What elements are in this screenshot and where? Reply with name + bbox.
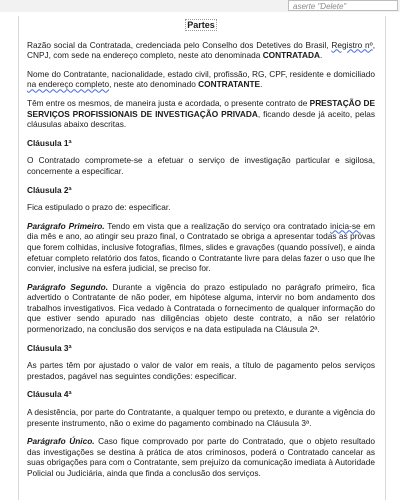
paragraph-intro (27, 98, 375, 130)
text-run: , ficando desde já aceito, pelas cláusulas abaixo descritas. (27, 108, 375, 130)
paragraph-contratante (27, 69, 375, 90)
text-run: Tendo em vista que a realização do serviço ora contratado (104, 220, 331, 231)
clause-2-text: Fica estipulado o prazo de: especificar. (27, 202, 171, 213)
text-run: Razão social da Contratada, credenciada pelo Conselho dos Detetives do Brasil, (27, 39, 332, 50)
clause-3-text: As partes têm por ajustado o valor de valor em reais, a título de pagamento pelos serviços prestados, pagável nas seguintes condições: especificar. (27, 360, 375, 381)
text-run: , neste ato denominado (109, 79, 199, 90)
text-run: , CNPJ, com sede na endereço completo, neste ato denominada (27, 39, 375, 61)
search-field[interactable]: aserte "Delete" (288, 0, 398, 11)
text-run: Durante a vigência do prazo estipulado no parágrafo primeiro, fica advertido o Contratante de não poder, em hipótese alguma, intervir no bom andamento dos trabalhos investigativos. Fica vedado à Contratada o fornecimento de qualquer informação do que estiver sendo apurado nas diligências objeto deste contrato, a não ser relatório pormenorizado, na conclusão dos serviços e na data estipulada na Cláusula 2ª. (27, 281, 375, 335)
text-run: Nome do Contratante, nacionalidade, estado civil, profissão, RG, CPF, residente e domiciliado (27, 68, 375, 79)
clause-4-heading: Cláusula 4ª (27, 389, 72, 400)
paragraph-primeiro (27, 221, 375, 274)
document-title (27, 20, 375, 31)
paragraph-label: Parágrafo Primeiro. (27, 220, 105, 231)
bold-term: PRESTAÇÃO DE SERVIÇOS PROFISSIONAIS DE INVESTIGAÇÃO PRIVADA (27, 97, 375, 119)
text-run: . (260, 79, 263, 90)
bold-term: CONTRATADA (262, 50, 320, 61)
title-text: Partes (187, 20, 215, 30)
document-body (27, 20, 375, 487)
document-page (18, 16, 386, 500)
clause-3-heading: Cláusula 3ª (27, 342, 72, 353)
text-run: Têm entre os mesmos, de maneira justa e acordada, o presente contrato de (27, 97, 310, 108)
paragraph-contratada (27, 40, 375, 61)
paragraph-segundo (27, 282, 375, 335)
spellcheck-word[interactable]: inicia-se (330, 220, 361, 231)
clause-1-text: O Contratado compromete-se a efetuar o serviço de investigação particular e sigilosa, concernente a especificar. (27, 155, 375, 176)
top-toolbar (0, 0, 400, 12)
clause-4-text: A desistência, por parte do Contratante, a qualquer tempo ou pretexto, e durante a vigência do presente instrumento, não o exime do pagamento combinado na Cláusula 3ª. (27, 407, 375, 428)
paragraph-label: Parágrafo Segundo. (27, 281, 108, 292)
paragraph-unico (27, 436, 375, 478)
text-run: . (320, 50, 323, 61)
spellcheck-word[interactable]: Registro nº (331, 39, 373, 50)
paragraph-label: Parágrafo Único. (27, 436, 95, 447)
clause-1-heading: Cláusula 1ª (27, 137, 72, 148)
bold-term: CONTRATANTE (198, 79, 261, 90)
text-run: Caso fique comprovado por parte do Contratado, que o objeto resultado das investigações se destina à prática de atos criminosos, poderá o Contratado cancelar as suas obrigações para com o Contratante, sem prejuízo da comunicação imediata à Autoridade Policial ou Judiciária, ainda que finda a conclusão dos serviços. (27, 436, 375, 478)
clause-2-heading: Cláusula 2ª (27, 184, 72, 195)
spellcheck-word[interactable]: na endereço completo (27, 79, 110, 90)
text-run: em dia mês e ano, ao atingir seu prazo final, o Contratado se obriga a apresentar todas as provas que forem colhidas, inclusive fotografias, filmes, slides e gravações (quando possível), e ainda efetuar completo relatório dos fatos, ficando o Contratante livre para delas fazer o uso que lhe convier, inclusive na esfera judicial, se preciso for. (27, 220, 375, 274)
